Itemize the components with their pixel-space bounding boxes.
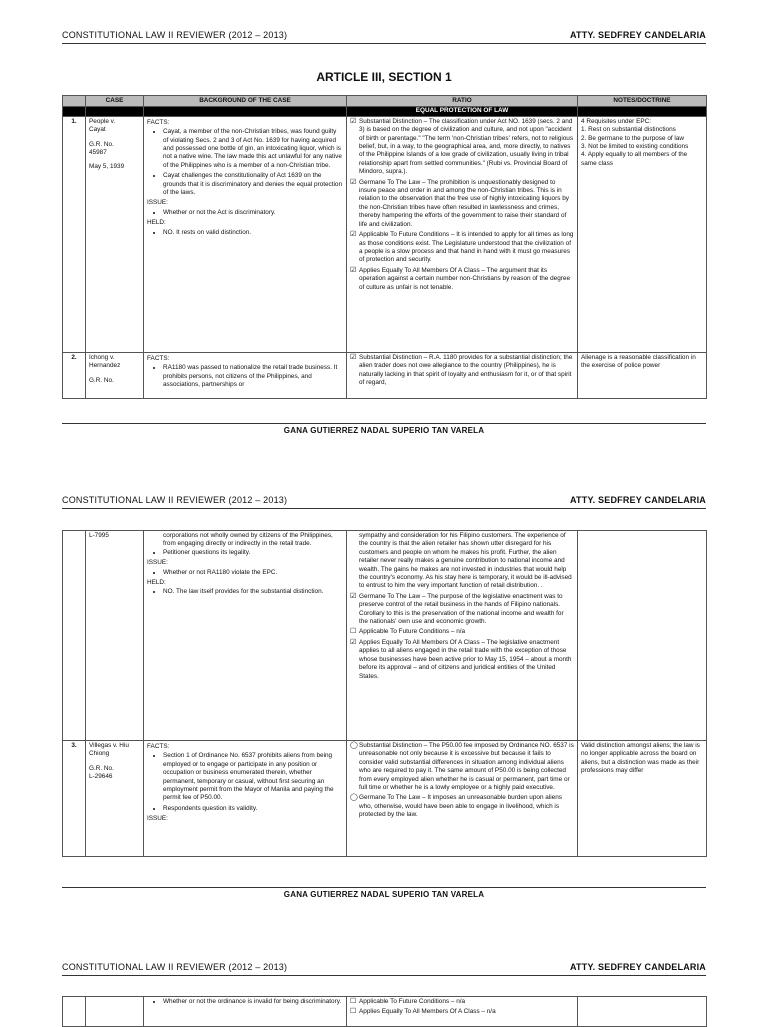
ratio-item: Substantial Distinction – R.A. 1180 provides for a substantial distinction; the alien trader does not owe allegiance to the country (Philippines), he is naturally lacking in that spirit of loyalty and enthusiasm for it, or of that spirit of regard, (359, 353, 573, 387)
ratio-cell (347, 352, 578, 398)
checkbox-icon: ☑ (350, 117, 357, 125)
col-notes: NOTES/DOCTRINE (578, 96, 707, 107)
page-title: ARTICLE III, SECTION 1 (316, 70, 452, 84)
checkbox-empty-icon: ☐ (350, 998, 357, 1005)
ratio-cell (347, 997, 578, 1027)
header-right: ATTY. SEDFREY CANDELARIA (570, 495, 706, 505)
background-cell: FACTS: • Section 1 of Ordinance No. 6537 prohibits aliens from being employed or to engage or participate in any position or occupation or business enumerated therein, whether permanent, temporary or casual, without first securing an employment permit from the Mayor of Manila and paying the permit fee of P50.00. • Respondents question its validity. ISSUE: (144, 741, 347, 857)
table-header-row (63, 96, 707, 107)
checkbox-icon: ☑ (350, 266, 357, 274)
ratio-item: Applies Equally To All Members Of A Class – The argument that its operation against a certain number non-Christians by reason of the degree of culture as unfair is not tenable. (359, 266, 571, 291)
header-rule (62, 975, 706, 976)
footer-rule (62, 887, 706, 888)
notes-cell: Valid distinction amongst aliens; the law is no longer applicable across the board on aliens, but a distinction was made as their professions may differ (578, 741, 707, 857)
case-number: 2. (63, 352, 86, 398)
header-rule (62, 43, 706, 44)
case-table (62, 95, 707, 399)
table-row (63, 352, 707, 398)
checkbox-icon: ☑ (350, 592, 357, 600)
header-left: CONSTITUTIONAL LAW II REVIEWER (2012 – 2013) (62, 962, 288, 972)
footer-rule (62, 423, 706, 424)
fact-item: • Cayat, a member of the non-Christian tribes, was found guilty of violating Secs. 2 and 3 of Act No. 1639 for having acquired and possessed one bottle of gin, an intoxicating liquor, which is not a native wine. The law made this act unlawful for any native of the Philippines who is a member of a non-Christian tribe. (163, 128, 343, 170)
header-right: ATTY. SEDFREY CANDELARIA (570, 30, 706, 40)
col-blank (63, 96, 86, 107)
band-label: EQUAL PROTECTION OF LAW (347, 107, 578, 116)
table-row (63, 997, 707, 1027)
fact-item: • RA1180 was passed to nationalize the retail trade business. It prohibits persons, not citizens of the Philippines, and associations, partnerships or (163, 364, 343, 389)
notes-cell: 4 Requisites under EPC: 1. Rest on substantial distinctions 2. Be germane to the purpose of law 3. Not be limited to existing conditions 4. Apply equally to all members of the same class (578, 116, 707, 352)
case-table (62, 530, 707, 857)
ratio-item: Germane To The Law – The purpose of the legislative enactment was to preserve control of the retail business in the hands of Filipino nationals. Corollary to this is the preservation of the national income and wealth for the nationals' own use and economic growth. (359, 592, 564, 626)
issue-item: • Whether or not the Act is discriminatory. (163, 209, 343, 217)
checkbox-icon: ☑ (350, 178, 357, 186)
checkbox-icon: ☑ (350, 231, 357, 239)
ratio-item: Germane To The Law – It imposes an unreasonable burden upon aliens who, otherwise, would have been able to engage in livelihood, which is protected by the law. (359, 794, 562, 819)
background-cell: FACTS: • RA1180 was passed to nationalize the retail trade business. It prohibits persons, not citizens of the Philippines, and associations, partnerships or (144, 352, 347, 398)
header-left: CONSTITUTIONAL LAW II REVIEWER (2012 – 2013) (62, 495, 288, 505)
header-right: ATTY. SEDFREY CANDELARIA (570, 962, 706, 972)
case-cell: People v. Cayat G.R. No. 45987 May 5, 1939 (86, 116, 144, 352)
checkbox-icon: ☑ (350, 638, 357, 646)
col-ratio: RATIO (347, 96, 578, 107)
ratio-cell (347, 116, 578, 352)
table-row (63, 531, 707, 741)
ratio-item: Applicable To Future Conditions – n/a (359, 628, 466, 636)
circle-icon: ◯ (350, 794, 358, 802)
issue-item: • Whether or not RA1180 violate the EPC. (163, 569, 343, 577)
ratio-item: Substantial Distinction – The P50.00 fee imposed by Ordinance NO. 6537 is unreasonable not only because it is excessive but because it fails to consider valid substantial differences in situation among individual aliens who are required to pay it. The same amount of P50.00 is being collected from every employed alien whether he is casual or permanent, part time or full time or whether he is a lowly employee or a highly paid executive. (359, 742, 574, 792)
section-band (63, 107, 707, 116)
background-cell: corporations not wholly owned by citizens of the Philippines, from engaging directly or indirectly in the retail trade. • Petitioner questions its legality. ISSUE: • Whether or not RA1180 violate the EPC. HELD: • NO. The law itself provides for the substantial distinction. (144, 531, 347, 741)
case-cell: L-7995 (86, 531, 144, 741)
case-cell: Villegas v. Hiu Chiong G.R. No. L-29646 (86, 741, 144, 857)
held-item: • NO. The law itself provides for the substantial distinction. (163, 588, 343, 596)
ratio-cell: sympathy and consideration for his Filipino customers. The experience of the country is that the alien retailer has shown utter disregard for his customers and people on whom he makes his profit. Further, the alien retailer never really makes a genuine contribution to national income and wealth. The gains he makes are not invested in industries that would help the country's economy. As his stay here is temporary, it would be ill-advised to entrust to him the very important function of retail distribution. . ☑ Germane To The Law – The purpose of the legislative enactment was to preserve control of the retail business in the hands of Filipino nationals. Corollary to this is the preservation of the national income and wealth for the nationals' own use and economic growth. ☐ Applicable To Future Conditions – n/a ☑ Applies Equally To All Members Of A Class – The legislative enactment applies to all aliens engaged in the retail trade with the exception of those whose businesses have been active prior to May 15, 1954 – about a month before its approval – and of citizens and juridical entities of the United States. (347, 531, 578, 741)
case-table (62, 996, 707, 1027)
fact-item: • Section 1 of Ordinance No. 6537 prohibits aliens from being employed or to engage or participate in any position or occupation or business enumerated therein, whether permanent, temporary or casual, without first securing an employment permit from the Mayor of Manila and paying the permit fee of P50.00. (163, 752, 343, 802)
table-row (63, 116, 707, 352)
page-footer: GANA GUTIERREZ NADAL SUPERIO TAN VARELA (283, 426, 485, 435)
ratio-item: Substantial Distinction – The classification under Act NO. 1639 (secs. 2 and 3) is based on the degree of civilization and culture, and not upon "accident of birth or parentage." "The term 'non-Christian tribes' refers, not to religious belief, but, in a way, to the geographical area, and, more directly, to natives of the Philippine Islands of a low grade of civilization, usually living in tribal relationship apart from settled communities." (Rubi vs. Provincial Board of Mindoro, supra.). (359, 117, 574, 176)
header-left: CONSTITUTIONAL LAW II REVIEWER (2012 – 2013) (62, 30, 288, 40)
ratio-cell (347, 741, 578, 857)
checkbox-empty-icon: ☐ (350, 628, 357, 636)
background-cell: FACTS: • Cayat, a member of the non-Christian tribes, was found guilty of violating Secs. 2 and 3 of Act No. 1639 for having acquired and possessed one bottle of gin, an intoxicating liquor, which is not a native wine. The law made this act unlawful for any native of the Philippines who is a member of a non-Christian tribe. • Cayat challenges the constitutionality of Act 1639 on the grounds that it is discriminatory and denies the equal protection of the laws. ISSUE: • Whether or not the Act is discriminatory. HELD: • NO. It rests on valid distinction. (144, 116, 347, 352)
circle-icon: ◯ (350, 742, 358, 749)
ratio-item: Applicable To Future Conditions – n/a (359, 998, 466, 1005)
held-item: • NO. It rests on valid distinction. (163, 229, 343, 237)
ratio-item: Applicable To Future Conditions – It is intended to apply for all times as long as those conditions exist. The Legislature understood that the civilization of a people is a slow process and that hand in hand with it must go measures of protection and security. (359, 231, 574, 264)
fact-item: • Petitioner questions its legality. (163, 549, 343, 557)
ratio-item: Applies Equally To All Members Of A Class – The legislative enactment applies to all aliens engaged in the retail trade with the exception of those whose businesses have been active prior to May 15, 1954 – about a month before its approval – and of citizens and juridical entities of the United States. (359, 638, 572, 680)
case-number: 1. (63, 116, 86, 352)
issue-item: • Whether or not the ordinance is invalid for being discriminatory. (163, 998, 343, 1006)
col-background: BACKGROUND OF THE CASE (144, 96, 347, 107)
case-cell: Ichong v. Hernandez G.R. No. (86, 352, 144, 398)
table-row (63, 741, 707, 857)
checkbox-empty-icon: ☐ (350, 1008, 357, 1016)
background-cell (144, 997, 347, 1027)
fact-item: • Respondents question its validity. (163, 805, 343, 813)
page-footer: GANA GUTIERREZ NADAL SUPERIO TAN VARELA (283, 890, 485, 899)
case-number: 3. (63, 741, 86, 857)
col-case: CASE (86, 96, 144, 107)
checkbox-icon: ☑ (350, 353, 357, 361)
fact-item: • Cayat challenges the constitutionality of Act 1639 on the grounds that it is discriminatory and denies the equal protection of the laws. (163, 172, 343, 197)
ratio-item: Applies Equally To All Members Of A Class – n/a (359, 1008, 496, 1016)
ratio-item: Germane To The Law – The prohibition is unquestionably designed to insure peace and order in and among the non-Christian tribes. This is in relation to the observation that the free use of highly intoxicating liquors by the non-Christian tribes have often resulted in lawlessness and crimes, thereby hampering the efforts of the government to raise their standard of life and civilization. (359, 178, 569, 228)
notes-cell: Alienage is a reasonable classification in the exercise of police power (578, 352, 707, 398)
header-rule (62, 508, 706, 509)
